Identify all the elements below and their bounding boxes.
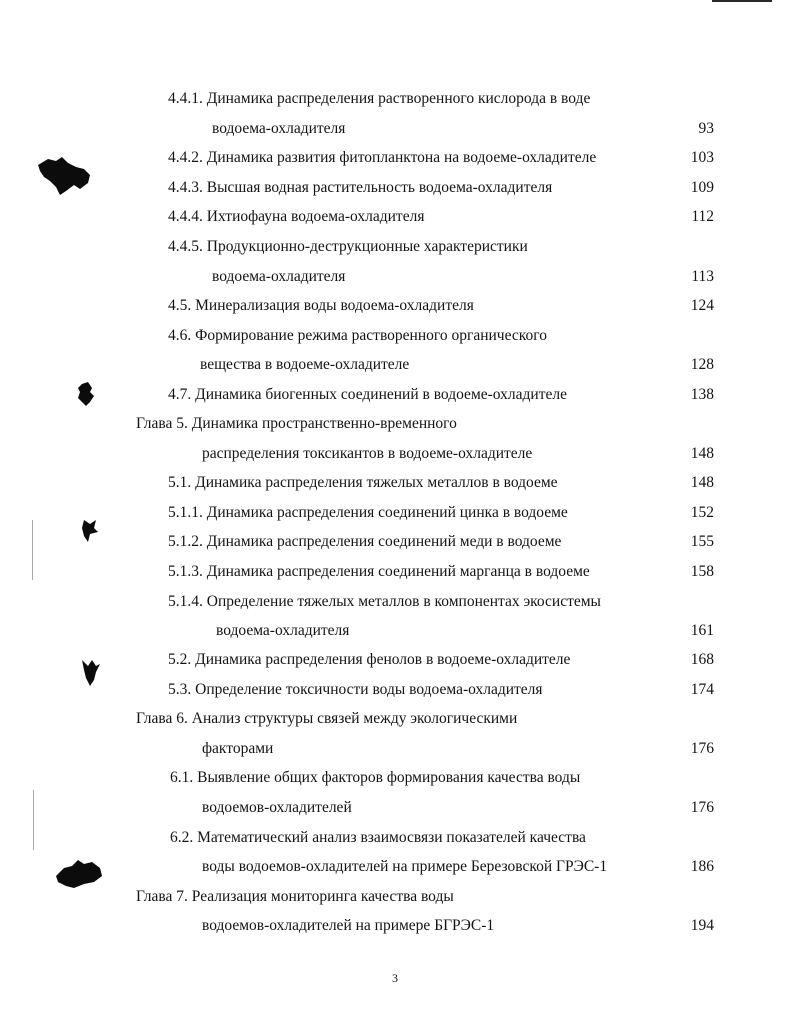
toc-page-number: 148	[690, 474, 714, 491]
toc-page-number: 176	[690, 799, 714, 816]
toc-page-number: 124	[690, 297, 714, 314]
toc-page-number: 161	[690, 622, 714, 639]
toc-page-number: 168	[690, 651, 714, 668]
toc-chapter-title: Глава 5. Динамика пространственно-временного	[136, 415, 457, 432]
toc-page-number: 128	[690, 356, 714, 373]
toc-page-number: 109	[690, 179, 714, 196]
toc-entry-title-continued: вещества в водоеме-охладителе	[200, 356, 410, 373]
toc-entry-title: 4.5. Минерализация воды водоема-охладителя	[168, 297, 474, 314]
toc-entry-title: 4.6. Формирование режима растворенного органического	[168, 327, 547, 344]
toc-page-number: 176	[690, 740, 714, 757]
toc-entry-title: 4.4.3. Высшая водная растительность водоема-охладителя	[168, 179, 553, 196]
toc-page-number: 194	[690, 917, 714, 934]
toc-entry-title: 5.1.3. Динамика распределения соединений марганца в водоеме	[168, 563, 590, 580]
footer-page-number: 3	[392, 971, 398, 985]
toc-chapter-title-continued: водоемов-охладителей на примере БГРЭС-1	[202, 917, 495, 934]
toc-chapter-title: Глава 6. Анализ структуры связей между экологическими	[136, 710, 518, 727]
toc-chapter-title-continued: факторами	[202, 740, 274, 757]
toc-page-number: 186	[690, 858, 714, 875]
toc-entry-title: 4.4.5. Продукционно-деструкционные характеристики	[168, 238, 528, 255]
toc-entry-title-continued: водоема-охладителя	[212, 120, 346, 137]
scan-edge-left	[33, 790, 34, 850]
toc-chapter-title-continued: распределения токсикантов в водоеме-охладителе	[202, 445, 533, 462]
toc-page-number: 103	[690, 149, 714, 166]
toc-entry-title: 5.1.1. Динамика распределения соединений цинка в водоеме	[168, 504, 568, 521]
ink-blot	[36, 155, 94, 197]
toc-page-number: 138	[690, 386, 714, 403]
scan-edge-top	[712, 0, 772, 2]
toc-page-number: 113	[691, 268, 714, 285]
toc-entry-title: 4.4.2. Динамика развития фитопланктона на водоеме-охладителе	[168, 149, 597, 166]
toc-page-number: 112	[691, 208, 714, 225]
toc-chapter-title: Глава 7. Реализация мониторинга качества воды	[136, 888, 454, 905]
toc-entry-title: 6.2. Математический анализ взаимосвязи показателей качества	[170, 829, 586, 846]
toc-entry-title: 4.7. Динамика биогенных соединений в водоеме-охладителе	[168, 386, 567, 403]
toc-entry-title: 5.1.2. Динамика распределения соединений меди в водоеме	[168, 533, 562, 550]
ink-blot	[54, 858, 104, 892]
toc-page-number: 152	[690, 504, 714, 521]
toc-entry-title: 4.4.4. Ихтиофауна водоема-охладителя	[168, 208, 425, 225]
toc-entry-title: 5.3. Определение токсичности воды водоема-охладителя	[168, 681, 543, 698]
toc-page-number: 148	[690, 445, 714, 462]
toc-page-number: 174	[690, 681, 714, 698]
toc-entry-title: 5.1.4. Определение тяжелых металлов в компонентах экосистемы	[168, 593, 601, 610]
toc-entry-title-continued: водоема-охладителя	[216, 622, 350, 639]
scan-edge-left	[32, 520, 33, 580]
toc-entry-title: 5.2. Динамика распределения фенолов в водоеме-охладителе	[168, 651, 571, 668]
toc-entry-title: 5.1. Динамика распределения тяжелых металлов в водоеме	[168, 474, 558, 491]
ink-blot	[80, 658, 102, 688]
toc-page-number: 158	[690, 563, 714, 580]
toc-page-number: 155	[690, 533, 714, 550]
toc-page-number: 93	[698, 120, 714, 137]
toc-entry-title-continued: водоема-охладителя	[212, 268, 346, 285]
ink-blot	[80, 518, 100, 544]
toc-entry-title: 4.4.1. Динамика распределения растворенного кислорода в воде	[168, 90, 591, 107]
toc-entry-title-continued: воды водоемов-охладителей на примере Березовской ГРЭС-1	[202, 858, 608, 875]
toc-entry-title: 6.1. Выявление общих факторов формирования качества воды	[170, 769, 581, 786]
toc-entry-title-continued: водоемов-охладителей	[202, 799, 352, 816]
ink-blot	[76, 382, 96, 408]
